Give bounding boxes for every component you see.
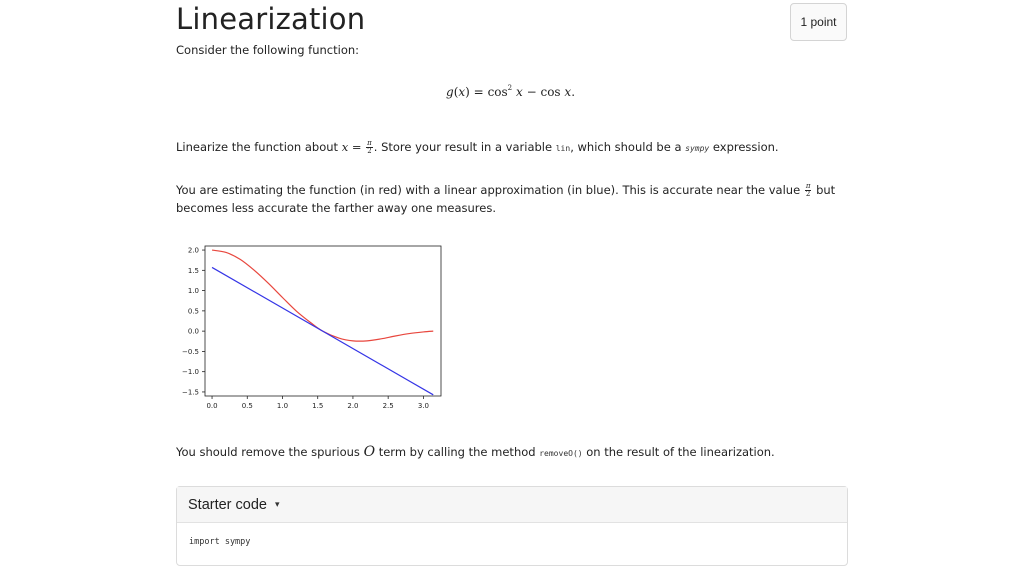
- linear-approx-line: [212, 267, 433, 394]
- y-tick-label: −1.0: [182, 368, 199, 377]
- function-equation: $g(x) = \cos^2 x - \cos x$.: [446, 84, 576, 99]
- caret-down-icon: ▾: [275, 499, 280, 509]
- remove-o-instructions: You should remove the spurious O term by calling the method removeO() on the result of the linearization.: [176, 444, 775, 460]
- linearization-plot: [170, 238, 450, 418]
- starter-code-toggle[interactable]: [177, 487, 847, 523]
- y-tick-label: 0.0: [187, 327, 199, 336]
- starter-code-label: Starter code: [188, 496, 267, 513]
- plot-series: [212, 250, 433, 395]
- pi-over-2-fraction: $\frac{\pi}{2}$: [805, 182, 811, 198]
- function-curve: [212, 250, 433, 341]
- y-tick-label: −0.5: [182, 347, 199, 356]
- x-tick-label: 2.0: [347, 402, 359, 410]
- code-lin: lin: [555, 144, 571, 153]
- points-badge: 1 point: [790, 3, 847, 41]
- pi-over-2-fraction: $\frac{\pi}{2}$: [367, 139, 372, 155]
- x-tick-label: 1.5: [312, 402, 324, 410]
- x-tick-label: 0.5: [241, 402, 253, 410]
- x-axis-ticks: [206, 396, 428, 410]
- page-title: Linearization: [176, 2, 366, 36]
- y-tick-label: 1.5: [187, 266, 199, 275]
- y-tick-label: 2.0: [187, 246, 199, 255]
- x-tick-label: 3.0: [417, 402, 429, 410]
- intro-text: Consider the following function:: [176, 43, 360, 57]
- x-tick-label: 1.0: [276, 402, 289, 410]
- x-tick-label: 2.5: [382, 402, 394, 410]
- y-tick-label: −1.5: [182, 388, 199, 397]
- code-removeo: removeO(): [539, 449, 583, 458]
- y-axis-ticks: [182, 247, 205, 397]
- estimate-explanation: You are estimating the function (in red) with a linear approximation (in blue). This is accurate near the value $\frac{\pi}{2}$ but becomes less accurate the farther away one measures.: [176, 182, 836, 215]
- y-tick-label: 1.0: [187, 287, 199, 296]
- starter-code-panel: [176, 486, 848, 566]
- x-tick-label: 0.0: [206, 402, 218, 410]
- linearize-instructions: Linearize the function about x = $\frac{\pi}{2}$ . Store your result in a variable lin, which should be a sympy expression.: [176, 139, 779, 155]
- y-tick-label: 0.5: [187, 307, 199, 316]
- plot-frame: [205, 246, 441, 396]
- starter-code-line: import sympy: [189, 537, 251, 547]
- code-sympy: sympy: [685, 144, 710, 153]
